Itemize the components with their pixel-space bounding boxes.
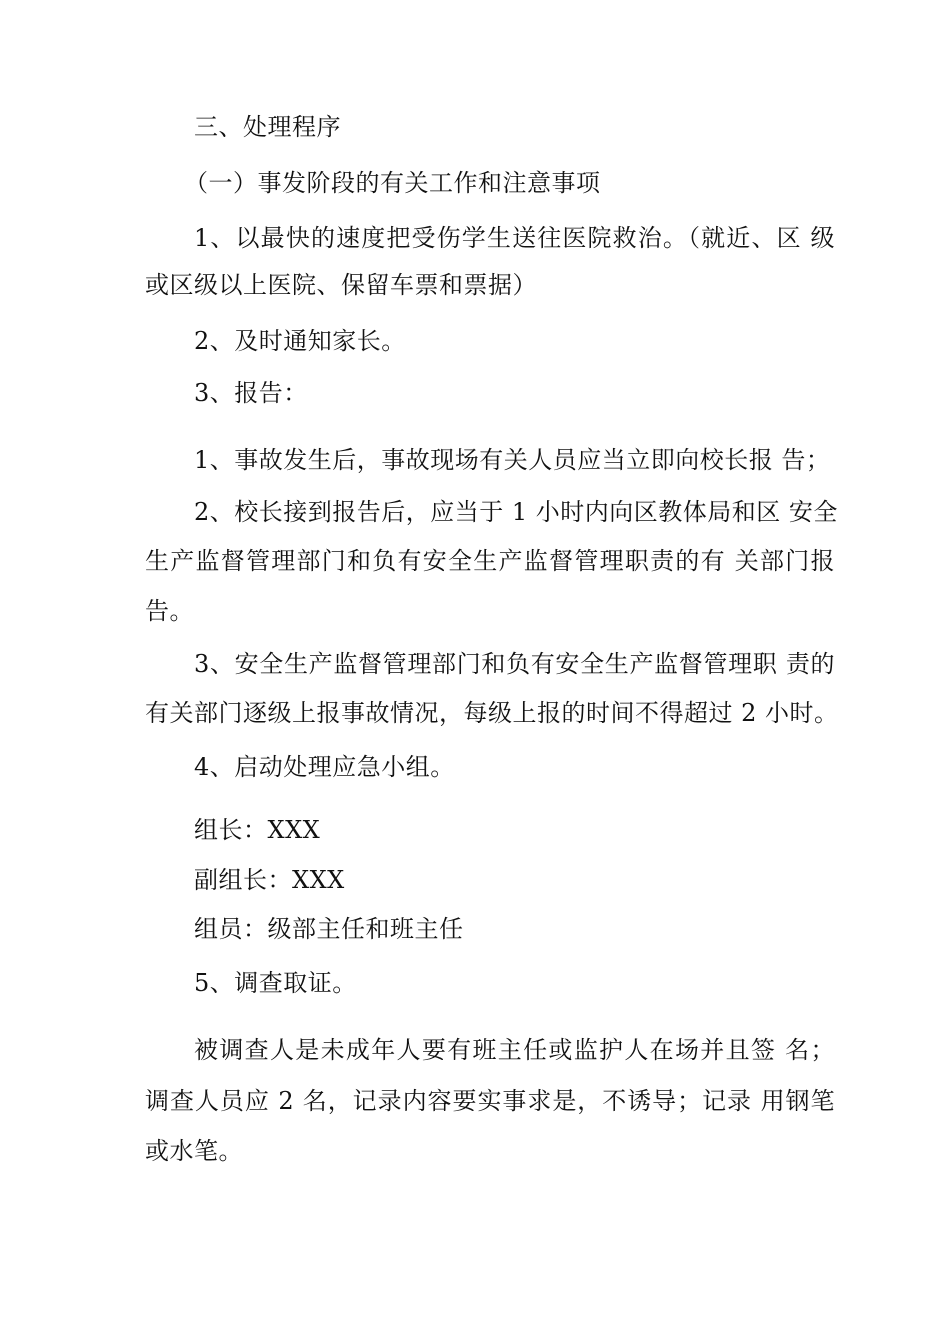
investigation-line-2: 调查人员应 2 名，记录内容要实事求是，不诱导；记录 用钢笔 [145,1087,835,1115]
item-2: 2、及时通知家长。 [194,327,406,355]
investigation-line-1: 被调查人是未成年人要有班主任或监护人在场并且签 名； [194,1036,835,1064]
section-heading: 三、处理程序 [194,113,341,141]
subsection-heading: （一）事发阶段的有关工作和注意事项 [184,169,601,197]
item-1-line-1: 1、以最快的速度把受伤学生送往医院救治。（就近、区 级 [194,224,835,252]
report-item-3-line-1: 3、安全生产监督管理部门和负有安全生产监督管理职 责的 [194,650,835,678]
item-4: 4、启动处理应急小组。 [194,753,455,781]
report-item-2-line-3: 告。 [145,597,194,625]
report-item-1: 1、事故发生后，事故现场有关人员应当立即向校长报 告； [194,446,831,474]
report-item-2-line-1: 2、校长接到报告后，应当于 1 小时内向区教体局和区 安全 [194,498,838,526]
item-5: 5、调查取证。 [194,969,357,997]
deputy-leader: 副组长：XXX [194,866,345,894]
item-3: 3、报告： [194,379,308,407]
group-members: 组员：级部主任和班主任 [194,915,464,943]
report-item-2-line-2: 生产监督管理部门和负有安全生产监督管理职责的有 关部门报 [145,547,835,575]
item-1-line-2: 或区级以上医院、保留车票和票据） [145,271,537,299]
report-item-3-line-2: 有关部门逐级上报事故情况，每级上报的时间不得超过 2 小时。 [145,699,839,727]
investigation-line-3: 或水笔。 [145,1137,243,1165]
group-leader: 组长：XXX [194,816,321,844]
